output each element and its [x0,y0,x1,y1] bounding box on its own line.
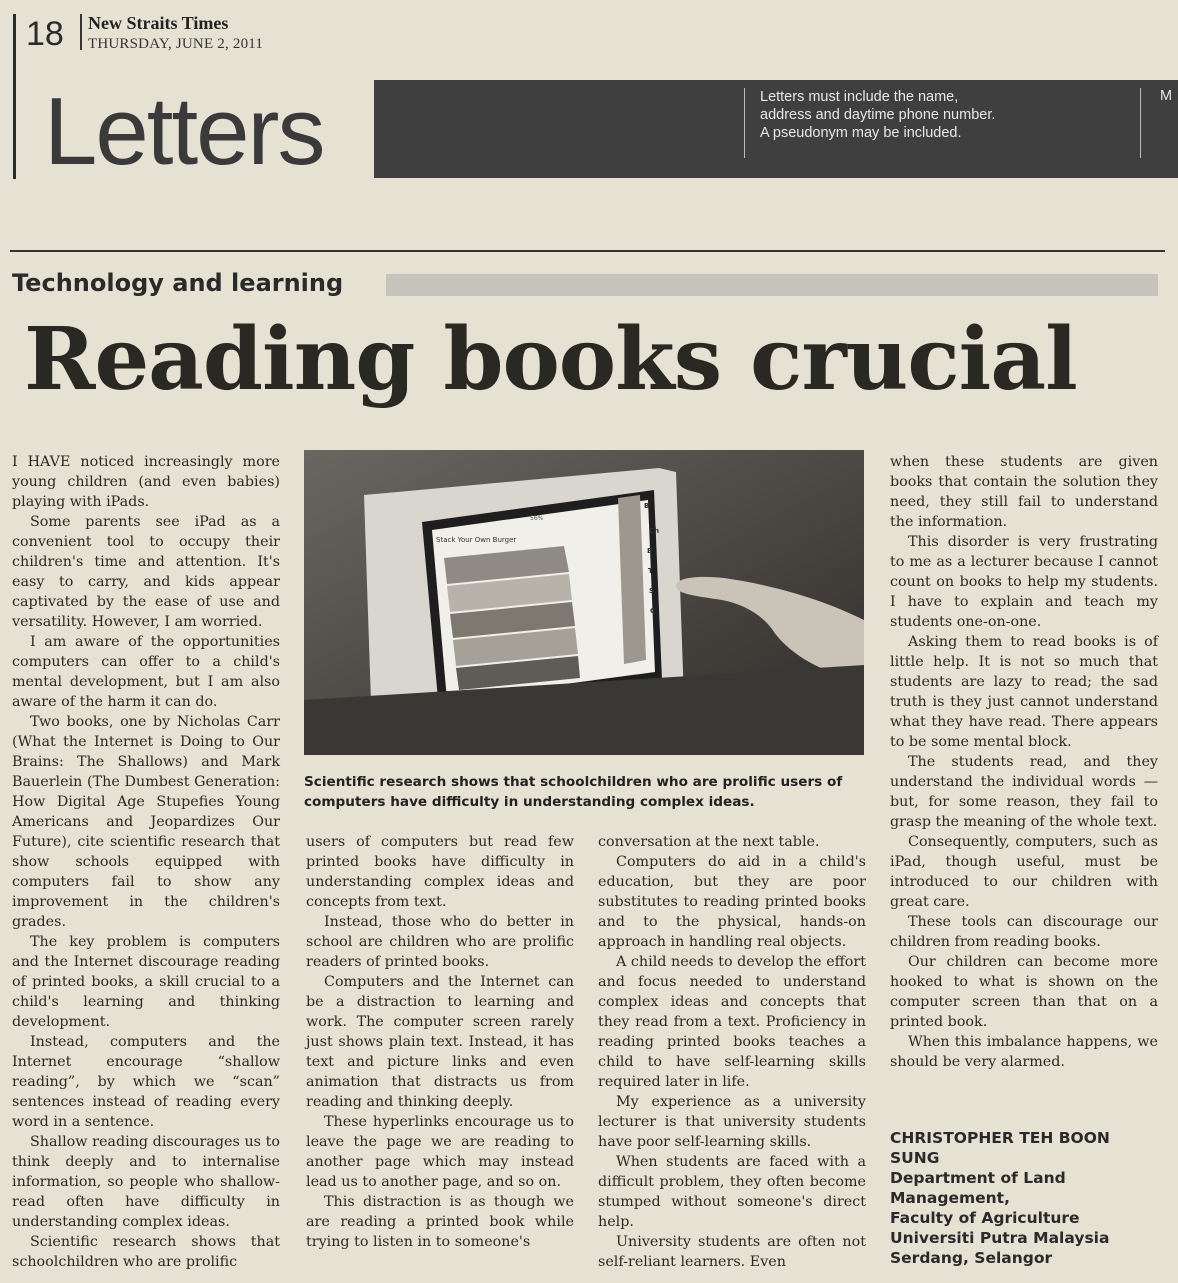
paragraph: These hyperlinks encourage us to leave the page we are reading to another page which may instead lead us to another page, and so on. [306,1114,574,1190]
paragraph: I am aware of the opportunities computers can offer to a child's mental development, but I am also aware of the harm it can do. [12,634,280,710]
paragraph: Instead, computers and the Internet encourage “shallow reading”, by which we “scan” sentences instead of reading every word in a sentence. [12,1034,280,1130]
paragraph: The students read, and they understand the individual words — but, for some reason, they fail to grasp the meaning of the whole text. [890,754,1158,830]
paragraph: When students are faced with a difficult problem, they often become stumped without someone's direct help. [598,1154,866,1230]
side-letter: B [647,547,653,555]
photo-caption: Scientific research shows that schoolchildren who are prolific users of computers have difficulty in understanding complex ideas. [304,774,843,810]
section-title: Letters [44,78,324,185]
notice-divider [1140,88,1141,158]
paragraph: When this imbalance happens, we should be very alarmed. [890,1034,1158,1070]
paragraph: Instead, those who do better in school are children who are prolific readers of printed books. [306,914,574,970]
newspaper-name: New Straits Times [88,13,229,33]
paragraph: Some parents see iPad as a convenient tool to occupy their children's time and attention. It's easy to carry, and kids appear captivated by the ease of use and versatility. However, I am worried. [12,514,280,630]
article-column-4 [890,452,1158,1072]
paragraph: The key problem is computers and the Internet discourage reading of printed books, a skill crucial to a child's learning and thinking development. [12,934,280,1030]
paragraph: University students are often not self-reliant learners. Even [598,1234,866,1270]
paragraph: This disorder is very frustrating to me as a lecturer because I cannot count on books to help my students. I have to explain and teach my students one-on-one. [890,534,1158,630]
paragraph: Computers do aid in a child's education, but they are poor substitutes to reading printed books and to the physical, hands-on approach in handling real objects. [598,854,866,950]
submission-notice [760,88,1120,142]
side-letter: S [649,587,655,595]
side-letter: Ch [649,527,660,535]
signature-line: Universiti Putra Malaysia [890,1229,1110,1247]
article-column-2 [306,832,574,1252]
notice-cut-text: M [1160,88,1173,104]
paragraph: I HAVE noticed increasingly more young children (and even babies) playing with iPads. [12,454,280,510]
app-title: Stack Your Own Burger [436,536,517,544]
side-letter: C [650,607,656,615]
notice-line: A pseudonym may be included. [760,125,962,141]
paragraph: Two books, one by Nicholas Carr (What the Internet is Doing to Our Brains: The Shallows) and Mark Bauerlein (The Dumbest Generation: How Digital Age Stupefies Young Americans and Jeopardizes Our Future), cite scientific research that show schools equipped with computers fail to show any improvement in the children's grades. [12,714,280,930]
signature-line: Department of Land [890,1169,1066,1187]
ipad-illustration [304,450,864,755]
paragraph: This distraction is as though we are reading a printed book while trying to listen in to someone's [306,1194,574,1250]
paragraph: These tools can discourage our children from reading books. [890,914,1158,950]
paragraph: Consequently, computers, such as iPad, though useful, must be introduced to our children with great care. [890,834,1158,910]
author-signature [890,1128,1160,1268]
paragraph: conversation at the next table. [598,834,820,850]
paragraph: Computers and the Internet can be a distraction to learning and work. The computer screen rarely just shows plain text. Instead, it has text and picture links and even animation that distracts us from reading and thinking deeply. [306,974,574,1110]
section-rule [10,250,1165,252]
article-column-3 [598,832,866,1272]
paragraph: Our children can become more hooked to what is shown on the computer screen than that on a printed book. [890,954,1158,1030]
article-photo [304,450,864,755]
page-number: 18 [26,15,64,53]
app-status: 56% [530,515,544,522]
side-letter: T [648,567,653,575]
paragraph: users of computers but read few printed books have difficulty in understanding complex ideas and concepts from text. [306,834,574,910]
notice-line: address and daytime phone number. [760,107,996,123]
paragraph: My experience as a university lecturer is that university students have poor self-learning skills. [598,1094,866,1150]
left-margin-rule [13,14,16,179]
signature-line: CHRISTOPHER TEH BOON [890,1129,1110,1147]
notice-divider [744,88,745,158]
paragraph: Asking them to read books is of little help. It is not so much that students are lazy to read; the sad truth is they just cannot understand what they have read. There appears to be some mental block. [890,634,1158,750]
signature-line: Serdang, Selangor [890,1249,1053,1267]
article-column-1 [12,452,280,1272]
paragraph: when these students are given books that contain the solution they need, they still fail to understand the information. [890,454,1158,530]
issue-date: THURSDAY, JUNE 2, 2011 [88,36,264,52]
signature-line: Faculty of Agriculture [890,1209,1080,1227]
signature-line: Management, [890,1189,1010,1207]
article-headline: Reading books crucial [24,309,1077,410]
kicker-bar [386,274,1158,296]
masthead-divider [80,14,82,50]
notice-line: Letters must include the name, [760,89,959,105]
side-letter: B [644,502,650,510]
paragraph: Scientific research shows that schoolchildren who are prolific [12,1234,280,1270]
paragraph: A child needs to develop the effort and focus needed to understand complex ideas and concepts that they read from a text. Proficiency in reading printed books teaches a child to have self-learning skills required later in life. [598,954,866,1090]
article-kicker: Technology and learning [12,269,344,297]
paragraph: Shallow reading discourages us to think deeply and to internalise information, so people who shallow-read often have difficulty in understanding complex ideas. [12,1134,280,1230]
signature-line: SUNG [890,1149,940,1167]
